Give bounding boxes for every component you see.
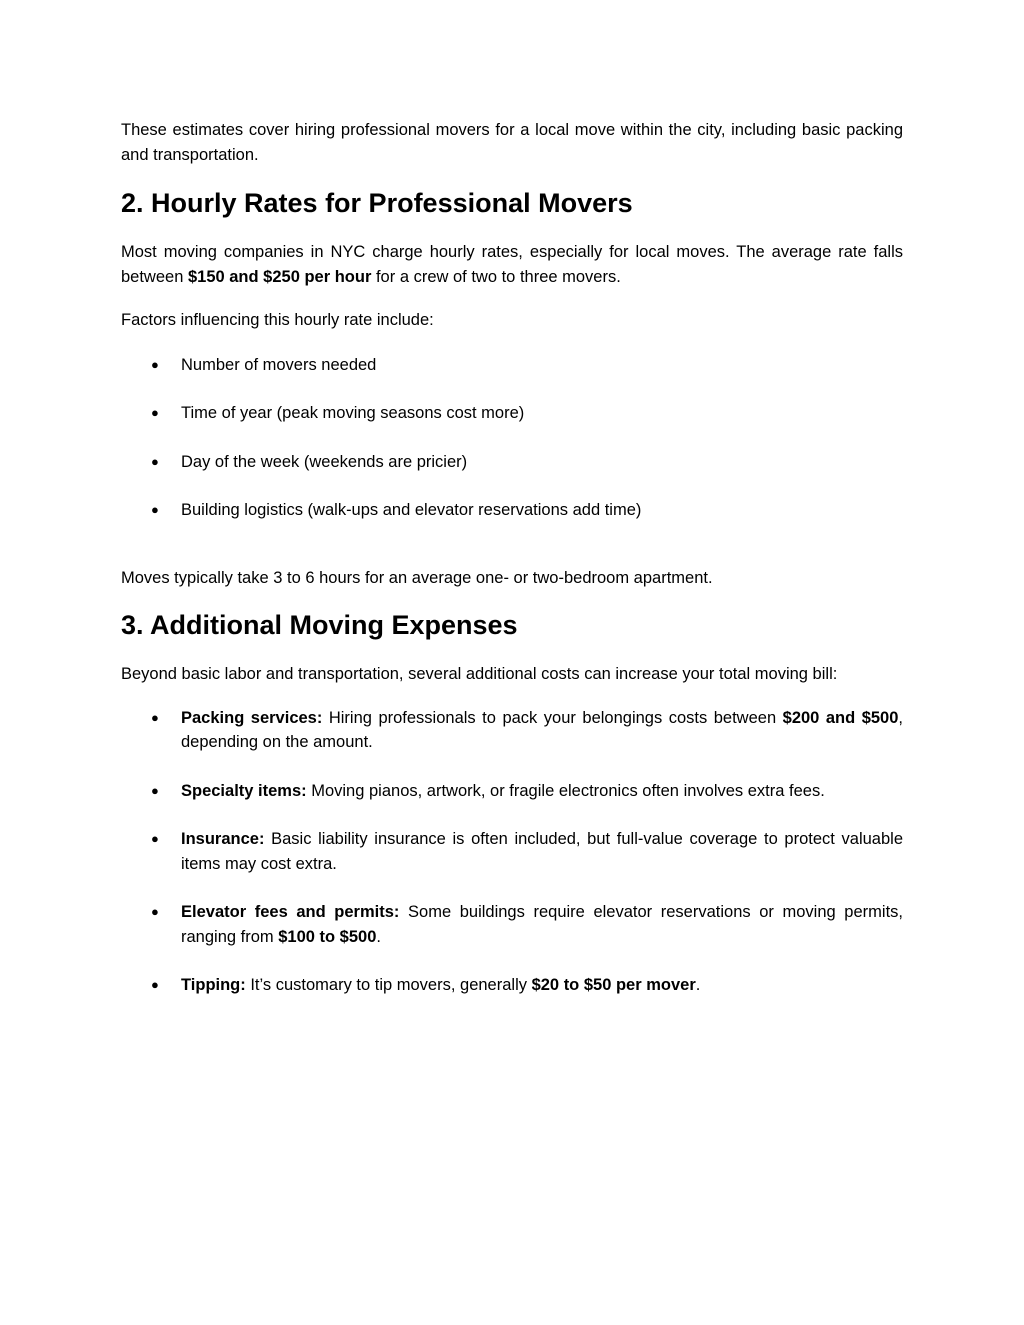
list-item <box>121 401 903 426</box>
expense-text-post: , depending on the amount. <box>181 708 903 751</box>
duration-paragraph: Moves typically take 3 to 6 hours for an average one- or two-bedroom apartment. <box>121 568 713 587</box>
expense-label: Elevator fees and permits: <box>181 903 400 921</box>
expense-value: $20 to $50 per mover <box>531 976 696 994</box>
bullet-icon: ● <box>151 356 159 372</box>
document-page <box>121 118 903 998</box>
list-item <box>121 353 903 378</box>
expense-text: Basic liability insurance is often included, but full-value coverage to protect valuable items may cost extra. <box>181 830 903 873</box>
expense-text: Hiring professionals to pack your belongings costs between <box>322 708 783 727</box>
expense-value: $100 to $500 <box>278 927 377 946</box>
bullet-icon: ● <box>151 782 159 798</box>
section-heading-additional-expenses: 3. Additional Moving Expenses <box>121 610 518 640</box>
bullet-icon: ● <box>151 453 159 469</box>
expense-label: Specialty items: <box>181 781 307 800</box>
list-item <box>121 827 903 876</box>
list-item <box>121 450 903 475</box>
expense-value: $200 and $500 <box>782 708 899 727</box>
expense-text: Some buildings require elevator reservations or moving permits, ranging from <box>181 903 903 946</box>
expenses-list <box>121 706 903 998</box>
bullet-icon: ● <box>151 831 159 846</box>
bullet-icon: ● <box>151 502 159 517</box>
section-heading-hourly-rates: 2. Hourly Rates for Professional Movers <box>121 188 633 218</box>
factors-intro-paragraph: Factors influencing this hourly rate include: <box>121 311 434 329</box>
bullet-icon: ● <box>151 977 159 992</box>
expense-text: It’s customary to tip movers, generally <box>245 976 532 994</box>
additional-intro-paragraph: Beyond basic labor and transportation, several additional costs can increase your total moving bill: <box>121 665 838 683</box>
list-item <box>121 498 903 523</box>
bullet-icon: ● <box>151 405 159 420</box>
bullet-icon: ● <box>151 904 159 919</box>
list-item <box>121 779 903 804</box>
list-item <box>121 706 903 755</box>
factor-text: Time of year (peak moving seasons cost more) <box>181 404 525 422</box>
bullet-icon: ● <box>151 709 159 725</box>
expense-text: Moving pianos, artwork, or fragile electronics often involves extra fees. <box>306 781 825 800</box>
list-item <box>121 900 903 949</box>
factor-text: Number of movers needed <box>181 355 377 374</box>
expense-label: Insurance: <box>181 830 265 848</box>
expense-label: Packing services: <box>181 708 323 727</box>
factors-list <box>121 353 903 523</box>
hourly-rates-text-pre: Most moving companies in NYC charge hourly rates, especially for local moves. The average rate falls between <box>121 243 903 286</box>
intro-paragraph: These estimates cover hiring professional movers for a local move within the city, including basic packing and transportation. <box>121 121 903 164</box>
hourly-rates-text-post: for a crew of two to three movers. <box>371 267 621 286</box>
factor-text: Day of the week (weekends are pricier) <box>181 452 468 471</box>
hourly-rate-range: $150 and $250 per hour <box>187 267 372 286</box>
list-item <box>121 973 903 998</box>
factor-text: Building logistics (walk-ups and elevator reservations add time) <box>181 501 642 519</box>
expense-label: Tipping: <box>181 976 246 994</box>
expense-text-post: . <box>695 976 701 994</box>
expense-text-post: . <box>376 927 381 946</box>
hourly-rates-paragraph <box>121 240 903 289</box>
